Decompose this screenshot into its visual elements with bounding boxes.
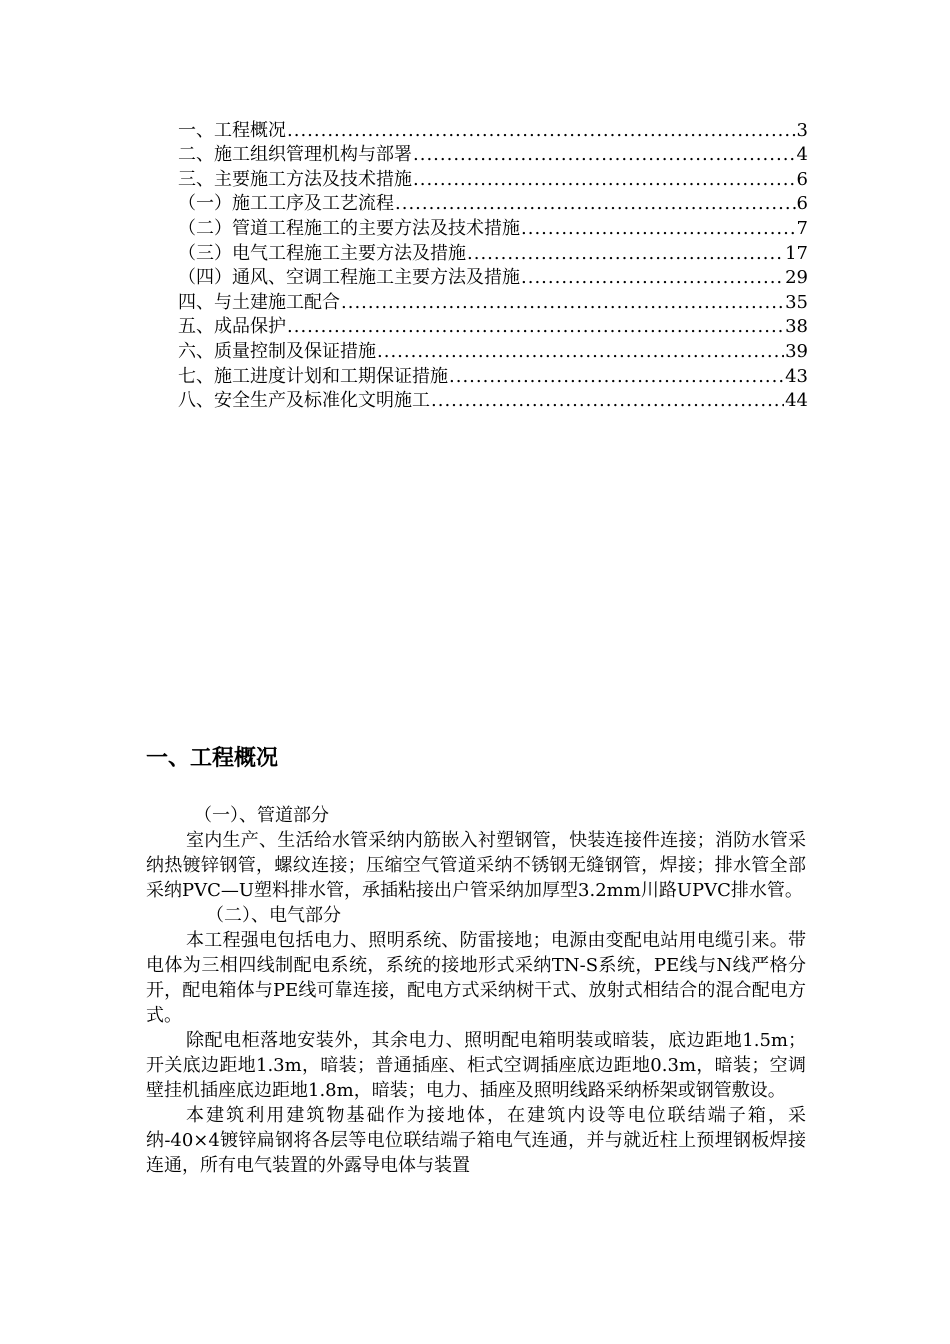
toc-entry-title: 四、与土建施工配合 <box>178 291 340 313</box>
toc-leader-dots <box>413 143 796 167</box>
toc-entry[interactable] <box>178 266 808 291</box>
toc-entry[interactable] <box>178 167 808 192</box>
toc-leader-dots <box>341 291 784 315</box>
subsection-heading-piping: （一）、管道部分 <box>194 805 329 826</box>
toc-leader-dots <box>521 266 784 290</box>
toc-leader-dots <box>377 340 784 364</box>
section-body <box>146 803 806 1178</box>
toc-leader-dots <box>395 192 796 216</box>
toc-entry-page: 4 <box>796 144 808 166</box>
toc-entry-page: 35 <box>785 291 808 313</box>
toc-entry-page: 29 <box>785 267 808 289</box>
toc-leader-dots <box>449 365 784 389</box>
toc-entry-title: （四）通风、空调工程施工主要方法及措施 <box>178 267 520 289</box>
toc-entry[interactable] <box>178 216 808 241</box>
toc-entry-title: 二、施工组织管理机构与部署 <box>178 144 412 166</box>
toc-entry-title: 六、质量控制及保证措施 <box>178 340 376 362</box>
toc-leader-dots <box>521 217 796 241</box>
toc-leader-dots <box>467 242 784 266</box>
toc-entry-page: 39 <box>785 340 808 362</box>
toc-entry-page: 43 <box>785 365 808 387</box>
paragraph-grounding: 本建筑利用建筑物基础作为接地体，在建筑内设等电位联结端子箱，采纳-40×4镀锌扁钢将各层等电位联结端子箱电气连通，并与就近柱上预埋钢板焊接连通，所有电气装置的外露导电体与装置 <box>146 1105 806 1176</box>
toc-entry-title: （一）施工工序及工艺流程 <box>178 193 394 215</box>
toc-entry-title: 一、工程概况 <box>178 119 286 141</box>
toc-entry[interactable] <box>178 315 808 340</box>
toc-entry-page: 6 <box>796 193 808 215</box>
toc-entry[interactable] <box>178 290 808 315</box>
toc-entry-title: 八、安全生产及标准化文明施工 <box>178 390 430 412</box>
toc-entry[interactable] <box>178 339 808 364</box>
toc-entry[interactable] <box>178 364 808 389</box>
toc-entry-page: 6 <box>796 168 808 190</box>
paragraph-piping: 室内生产、生活给水管采纳内筋嵌入衬塑钢管，快装连接件连接；消防水管采纳热镀锌钢管，螺纹连接；压缩空气管道采纳不锈钢无缝钢管，焊接；排水管全部采纳PVC—U塑料排水管，承插粘接出户管采纳加厚型3.2mm川路UPVC排水管。 <box>146 830 806 901</box>
toc-leader-dots <box>431 389 784 413</box>
subsection-heading-electrical: （二）、电气部分 <box>206 905 341 926</box>
toc-entry-title: 三、主要施工方法及技术措施 <box>178 168 412 190</box>
paragraph-power-system: 本工程强电包括电力、照明系统、防雷接地；电源由变配电站用电缆引来。带电体为三相四线制配电系统，系统的接地形式采纳TN-S系统，PE线与N线严格分开，配电箱体与PE线可靠连接，配电方式采纳树干式、放射式相结合的混合配电方式。 <box>146 930 806 1026</box>
toc-entry[interactable] <box>178 389 808 414</box>
toc-entry[interactable] <box>178 192 808 217</box>
section-heading: 一、工程概况 <box>146 746 279 771</box>
toc-entry[interactable] <box>178 143 808 168</box>
toc-entry-page: 7 <box>796 217 808 239</box>
toc-leader-dots <box>413 168 796 192</box>
toc-entry-title: 五、成品保护 <box>178 316 286 338</box>
toc-entry-title: 七、施工进度计划和工期保证措施 <box>178 365 448 387</box>
toc-entry-page: 38 <box>785 316 808 338</box>
toc-entry-title: （二）管道工程施工的主要方法及技术措施 <box>178 217 520 239</box>
toc-entry[interactable] <box>178 241 808 266</box>
toc-leader-dots <box>287 315 784 339</box>
toc-entry-page: 17 <box>785 242 808 264</box>
paragraph-installation-heights: 除配电柜落地安装外，其余电力、照明配电箱明装或暗装，底边距地1.5m；开关底边距地1.3m，暗装；普通插座、柜式空调插座底边距地0.3m，暗装；空调壁挂机插座底边距地1.8m，暗装；电力、插座及照明线路采纳桥架或钢管敷设。 <box>146 1030 806 1101</box>
table-of-contents <box>178 118 808 413</box>
toc-entry-page: 44 <box>785 390 808 412</box>
toc-entry[interactable] <box>178 118 808 143</box>
toc-leader-dots <box>287 119 796 143</box>
toc-entry-page: 3 <box>796 119 808 141</box>
toc-entry-title: （三）电气工程施工主要方法及措施 <box>178 242 466 264</box>
